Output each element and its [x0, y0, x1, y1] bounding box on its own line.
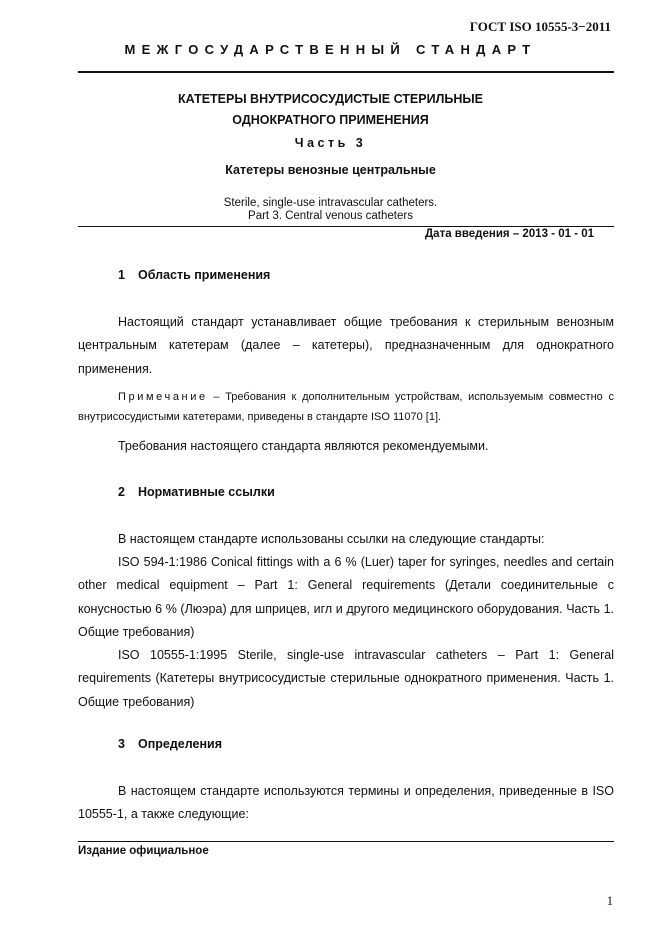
paragraph	[78, 311, 614, 381]
doc-title-english-line1: Sterile, single-use intravascular catheters.	[223, 197, 438, 209]
paragraph	[78, 780, 614, 827]
reference-text: ISO 594-1:1986 Conical fittings with a 6 % (Luer) taper for syringes, needles and certain other medical equipment – Part 1: General requirements (Детали соединительные с конусностью 6 % (Люэра) для шприцев, игл и другого медицинского оборудования. Часть 1. Общие требования)	[78, 555, 614, 639]
paragraph	[78, 435, 614, 458]
note-text: – Требования к дополнительным устройствам, используемым совместно с внутрисосудистыми катетерами, приведены в стандарте ISO 11070 [1].	[78, 391, 614, 423]
section-heading-3	[118, 737, 222, 751]
reference-item	[78, 551, 614, 644]
section-title: Нормативные ссылки	[138, 485, 275, 499]
section-number: 1	[118, 268, 125, 282]
title-rule	[78, 226, 614, 227]
standard-code: ГОСТ ISO 10555-3−2011	[469, 19, 611, 34]
section-number: 3	[118, 737, 125, 751]
paragraph-text: В настоящем стандарте используются термины и определения, приведенные в ISO 10555-1, а также следующие:	[78, 784, 614, 822]
paragraph-text: Настоящий стандарт устанавливает общие требования к стерильным венозным центральным катетерам (далее – катетеры), предназначенным для однократного применения.	[78, 315, 614, 376]
doc-part: Часть 3	[294, 136, 367, 150]
footer-rule	[78, 841, 614, 842]
effective-date: Дата введения – 2013 - 01 - 01	[424, 228, 594, 240]
paragraph-text: Требования настоящего стандарта являются рекомендуемыми.	[118, 439, 489, 453]
doc-title-line1: КАТЕТЕРЫ ВНУТРИСОСУДИСТЫЕ СТЕРИЛЬНЫЕ	[178, 92, 483, 106]
doc-title-english-line2: Part 3. Central venous catheters	[248, 210, 413, 222]
reference-item	[78, 644, 614, 714]
page-number: 1	[606, 894, 613, 908]
paragraph	[78, 528, 614, 551]
note-label: Примечание	[118, 391, 208, 403]
section-number: 2	[118, 485, 125, 499]
doc-subtitle: Катетеры венозные центральные	[225, 163, 436, 177]
edition-label: Издание официальное	[78, 845, 209, 857]
doc-title-line2: ОДНОКРАТНОГО ПРИМЕНЕНИЯ	[232, 113, 429, 127]
section-heading-1	[118, 268, 270, 282]
header-rule	[78, 71, 614, 73]
header-title: МЕЖГОСУДАРСТВЕННЫЙ СТАНДАРТ	[124, 42, 537, 57]
section-title: Определения	[138, 737, 223, 751]
section-title: Область применения	[138, 268, 271, 282]
section-heading-2	[118, 485, 275, 499]
paragraph-text: В настоящем стандарте использованы ссылки на следующие стандарты:	[118, 532, 545, 546]
note	[78, 387, 614, 427]
reference-text: ISO 10555-1:1995 Sterile, single-use intravascular catheters – Part 1: General requirements (Катетеры внутрисосудистые стерильные однократного применения. Часть 1. Общие требования)	[78, 648, 614, 709]
